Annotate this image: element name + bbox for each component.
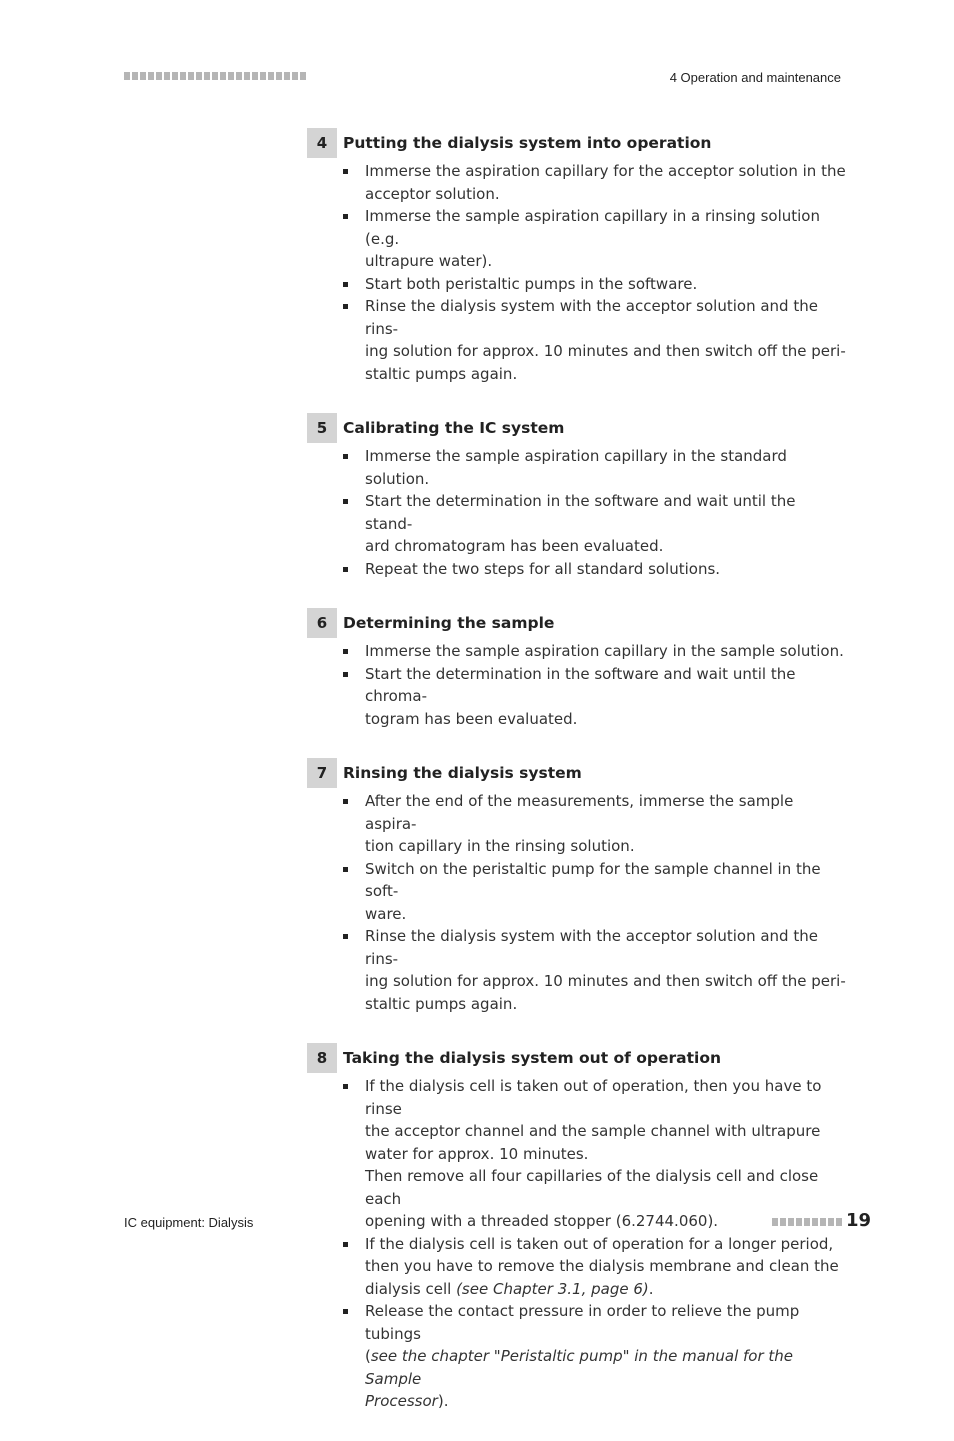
bullet-item — [343, 1233, 847, 1301]
step-title: Calibrating the IC system — [343, 419, 565, 437]
step-6 — [307, 608, 847, 730]
step-7 — [307, 758, 847, 1015]
step-5 — [307, 413, 847, 580]
footer-decoration — [772, 1218, 842, 1226]
bullet-item: Immerse the aspiration capillary for the acceptor solution in the acceptor solution. — [343, 160, 847, 205]
page-content — [307, 128, 847, 1441]
step-number: 8 — [307, 1043, 337, 1073]
bullet-item: Immerse the sample aspiration capillary in the standard solution. — [343, 445, 847, 490]
step-header — [307, 413, 847, 443]
manual-reference: see the chapter "Peristaltic pump" in the manual for the Sample Processor — [365, 1347, 794, 1410]
bullet-item: Rinse the dialysis system with the acceptor solution and the rins- ing solution for approx. 10 minutes and then switch off the peri- staltic pumps again. — [343, 925, 847, 1015]
bullet-item: Immerse the sample aspiration capillary in a rinsing solution (e.g. ultrapure water). — [343, 205, 847, 273]
step-bullets — [343, 160, 847, 385]
bullet-item: Switch on the peristaltic pump for the sample channel in the soft- ware. — [343, 858, 847, 926]
bullet-text: If the dialysis cell is taken out of operation for a longer period, then you have to remove the dialysis membrane and clean the dialysis cell — [365, 1234, 839, 1298]
step-number: 7 — [307, 758, 337, 788]
bullet-text: Release the contact pressure in order to relieve the pump tubings ( — [365, 1302, 800, 1365]
bullet-item: Repeat the two steps for all standard solutions. — [343, 558, 847, 581]
bullet-item: After the end of the measurements, immerse the sample aspira- tion capillary in the rinsing solution. — [343, 790, 847, 858]
step-bullets — [343, 445, 847, 580]
step-bullets — [343, 790, 847, 1015]
step-number: 4 — [307, 128, 337, 158]
chapter-reference-link[interactable]: (see Chapter 3.1, page 6) — [456, 1279, 649, 1298]
step-number: 6 — [307, 608, 337, 638]
bullet-item: Start the determination in the software and wait until the stand- ard chromatogram has been evaluated. — [343, 490, 847, 558]
page-number: 19 — [846, 1210, 872, 1231]
step-header — [307, 128, 847, 158]
step-bullets — [343, 1075, 847, 1413]
bullet-item: Immerse the sample aspiration capillary in the sample solution. — [343, 640, 847, 663]
footer-title: IC equipment: Dialysis — [124, 1215, 254, 1230]
step-4 — [307, 128, 847, 385]
chapter-heading: 4 Operation and maintenance — [669, 70, 841, 85]
step-title: Determining the sample — [343, 614, 555, 632]
step-title: Taking the dialysis system out of operation — [343, 1049, 722, 1067]
step-header — [307, 1043, 847, 1073]
bullet-text: ). — [437, 1392, 449, 1410]
bullet-item — [343, 1300, 847, 1413]
step-title: Putting the dialysis system into operation — [343, 134, 712, 152]
step-8 — [307, 1043, 847, 1413]
bullet-text: . — [648, 1279, 654, 1298]
step-header — [307, 608, 847, 638]
bullet-item: Start the determination in the software and wait until the chroma- togram has been evaluated. — [343, 663, 847, 731]
bullet-item: Start both peristaltic pumps in the software. — [343, 273, 847, 296]
bullet-item: If the dialysis cell is taken out of operation, then you have to rinse the acceptor channel and the sample channel with ultrapure water for approx. 10 minutes. Then remove all four capillaries of the dialysis cell and close each opening with a threaded stopper (6.2744.060). — [343, 1075, 847, 1233]
step-number: 5 — [307, 413, 337, 443]
header-decoration — [124, 72, 308, 80]
step-header — [307, 758, 847, 788]
step-bullets — [343, 640, 847, 730]
bullet-item: Rinse the dialysis system with the acceptor solution and the rins- ing solution for approx. 10 minutes and then switch off the peri- staltic pumps again. — [343, 295, 847, 385]
step-title: Rinsing the dialysis system — [343, 764, 582, 782]
